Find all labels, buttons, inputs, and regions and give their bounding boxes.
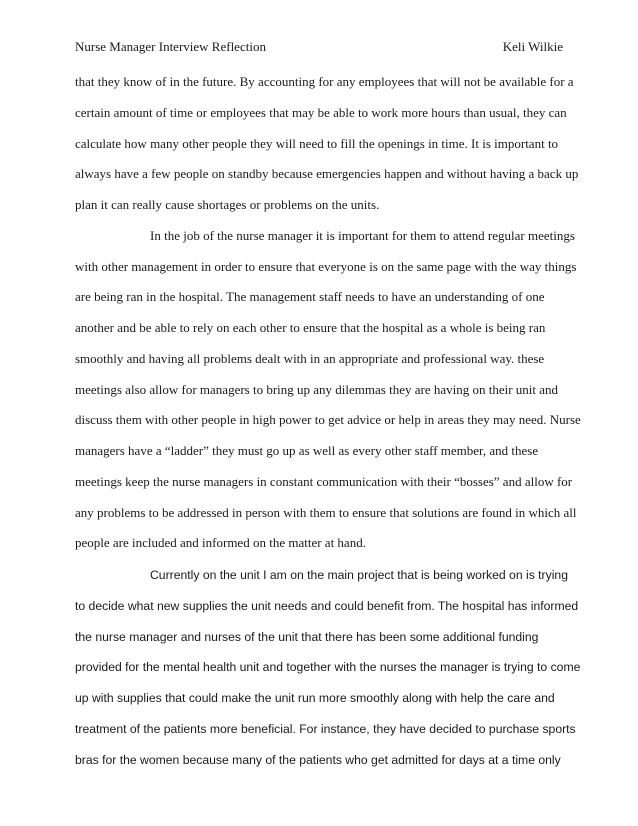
text-line: with other management in order to ensure that everyone is on the same page with the way things — [75, 259, 577, 274]
text-line: treatment of the patients more beneficial. For instance, they have decided to purchase sports — [75, 722, 576, 736]
author-name: Keli Wilkie — [502, 39, 563, 54]
text-line: another and be able to rely on each other to ensure that the hospital as a whole is being ran — [75, 320, 546, 335]
text-line: that they know of in the future. By accounting for any employees that will not be available for a — [75, 74, 574, 89]
text-line: plan it can really cause shortages or problems on the units. — [75, 197, 380, 212]
text-line: up with supplies that could make the unit run more smoothly along with help the care and — [75, 691, 555, 705]
text-line: meetings also allow for managers to bring up any dilemmas they are having on their unit and — [75, 382, 559, 397]
text-line: certain amount of time or employees that may be able to work more hours than usual, they can — [75, 105, 567, 120]
text-line: calculate how many other people they will need to fill the openings in time. It is important to — [75, 136, 559, 151]
document-title: Nurse Manager Interview Reflection — [75, 39, 266, 54]
text-line: bras for the women because many of the patients who get admitted for days at a time only — [75, 753, 561, 767]
text-line: smoothly and having all problems dealt with in an appropriate and professional way. these — [75, 351, 545, 366]
text-line: the nurse manager and nurses of the unit that there has been some additional funding — [75, 630, 539, 644]
text-line: any problems to be addressed in person with them to ensure that solutions are found in which all — [75, 505, 577, 520]
paragraph-first-line: Currently on the unit I am on the main project that is being worked on is trying — [150, 568, 568, 582]
text-line: always have a few people on standby because emergencies happen and without having a back up — [75, 166, 579, 181]
text-line: provided for the mental health unit and together with the nurses the manager is trying to come — [75, 660, 581, 674]
text-line: meetings keep the nurse managers in constant communication with their “bosses” and allow for — [75, 474, 573, 489]
text-line: to decide what new supplies the unit needs and could benefit from. The hospital has informed — [75, 599, 579, 613]
text-line: people are included and informed on the matter at hand. — [75, 535, 366, 550]
text-line: discuss them with other people in high power to get advice or help in areas they may need. Nurse — [75, 412, 581, 427]
paragraph-first-line: In the job of the nurse manager it is important for them to attend regular meetings — [150, 228, 575, 243]
text-line: managers have a “ladder” they must go up as well as every other staff member, and these — [75, 443, 539, 458]
running-header — [75, 39, 563, 57]
text-line: are being ran in the hospital. The management staff needs to have an understanding of one — [75, 289, 545, 304]
